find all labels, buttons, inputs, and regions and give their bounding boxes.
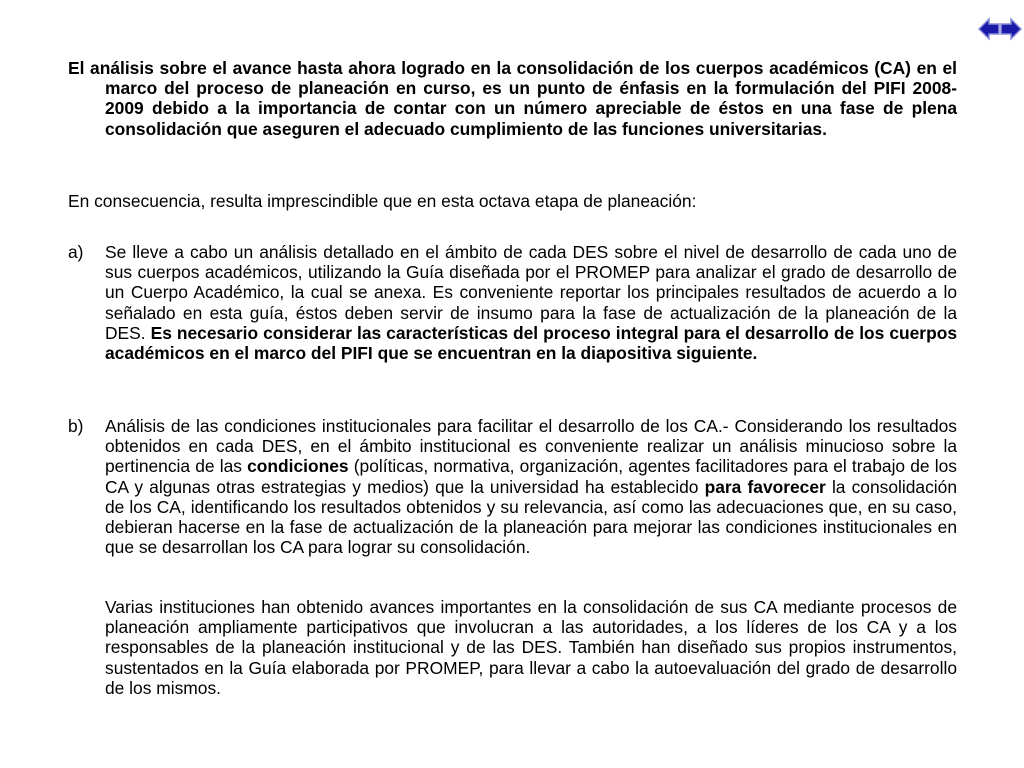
slide-navigation — [978, 17, 1022, 41]
item-b-extra-paragraph: Varias instituciones han obtenido avances importantes en la consolidación de sus CA mediante procesos de planeación ampliamente participativos que involucran a las autoridades, a los líderes de los CA y a los responsables de la planeación institucional y de las DES. También han diseñado sus propios instrumentos, sustentados en la Guía elaborada por PROMEP, para llevar a cabo la autoevaluación del grado de desarrollo de los mismos. — [105, 597, 957, 698]
item-b-text-1: Análisis de las condiciones institucionales para facilitar el desarrollo de los CA.- Considerando los resultados obtenidos en cada DES, en el ámbito institucional es conveniente realizar un análisis minucioso sobre la pertinencia de las — [105, 416, 957, 477]
right-arrow-icon — [1000, 17, 1022, 41]
item-a-paragraph — [105, 242, 957, 363]
item-b-bold-1: condiciones — [247, 456, 349, 477]
item-b-bold-2: para favorecer — [704, 476, 826, 497]
item-a-marker: a) — [68, 242, 84, 262]
item-b-paragraph — [105, 416, 957, 557]
intro-paragraph: El análisis sobre el avance hasta ahora logrado en la consolidación de los cuerpos académicos (CA) en el marco del proceso de planeación en curso, es un punto de énfasis en la formulación del PIFI 2008-2009 debido a la importancia de contar con un número apreciable de éstos en una fase de plena consolidación que aseguren el adecuado cumplimiento de las funciones universitarias. — [68, 58, 957, 139]
item-b-text-3: la consolidación de los CA, identificando los resultados obtenidos y su relevancia, así como las adecuaciones que, en su caso, debieran hacerse en la fase de actualización de la planeación para mejorar las condiciones institucionales en que se desarrollan los CA para lograr su consolidación. — [105, 476, 957, 558]
item-a-text: Se lleve a cabo un análisis detallado en el ámbito de cada DES sobre el nivel de desarrollo de cada uno de sus cuerpos académicos, utilizando la Guía diseñada por el PROMEP para analizar el grado de desarrollo de un Cuerpo Académico, la cual se anexa. Es conveniente reportar los principales resultados de acuerdo a lo señalado en esta guía, éstos deben servir de insumo para la fase de actualización de la planeación de la DES. — [105, 242, 957, 343]
left-arrow-icon — [978, 17, 1000, 41]
item-b-marker: b) — [68, 416, 84, 436]
item-a-bold-text: Es necesario considerar las características del proceso integral para el desarrollo de los cuerpos académicos en el marco del PIFI que se encuentran en la diapositiva siguiente. — [105, 322, 957, 364]
previous-slide-button[interactable] — [978, 17, 1000, 41]
item-b-text-2: (políticas, normativa, organización, agentes facilitadores para el trabajo de los CA y algunas otras estrategias y medios) que la universidad ha establecido — [105, 456, 957, 497]
lead-paragraph: En consecuencia, resulta imprescindible que en esta octava etapa de planeación: — [68, 191, 697, 211]
next-slide-button[interactable] — [1000, 17, 1022, 41]
